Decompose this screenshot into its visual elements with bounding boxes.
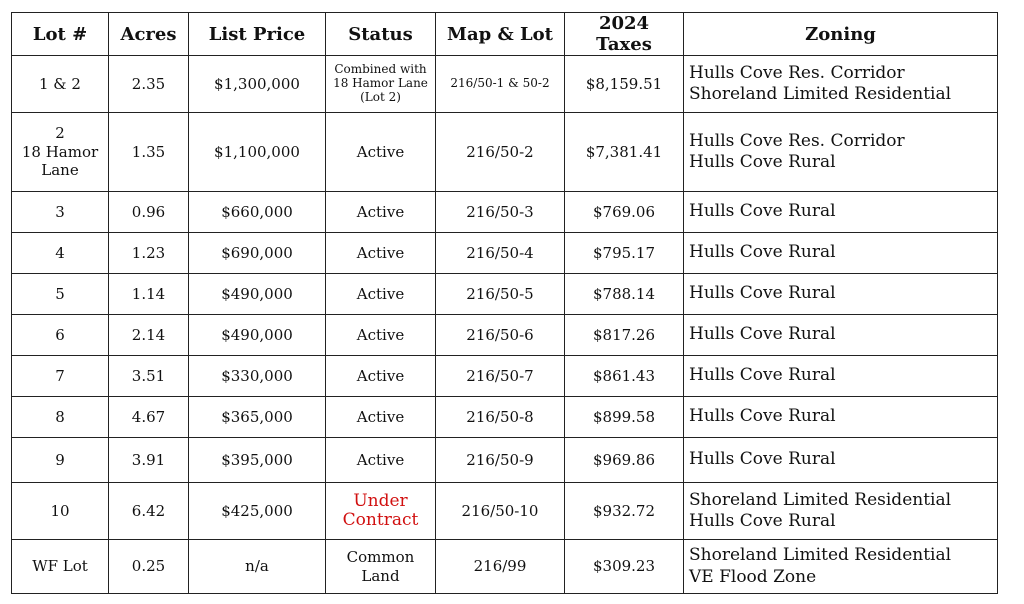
zoning-cell <box>684 315 998 356</box>
map-lot-cell: 216/50-8 <box>436 397 565 438</box>
zoning-text: Hulls Cove Rural <box>689 242 836 263</box>
table-row <box>12 397 998 438</box>
zoning-cell <box>684 483 998 540</box>
zoning-cell <box>684 356 998 397</box>
map-lot-cell: 216/50-7 <box>436 356 565 397</box>
taxes-cell: $8,159.51 <box>565 56 684 113</box>
acres-cell: 4.67 <box>109 397 189 438</box>
status-text: Active <box>356 407 405 426</box>
lot-cell <box>12 315 109 356</box>
status-cell <box>326 56 436 113</box>
taxes-cell: $932.72 <box>565 483 684 540</box>
status-text: 18 Hamor Lane <box>333 76 428 91</box>
status-cell <box>326 397 436 438</box>
status-text: Combined with <box>334 62 427 77</box>
header-zoning: Zoning <box>684 13 998 56</box>
taxes-cell: $7,381.41 <box>565 113 684 192</box>
zoning-text: Hulls Cove Rural <box>689 511 836 531</box>
zoning-text: Shoreland Limited Residential <box>689 489 952 510</box>
zoning-cell <box>684 438 998 483</box>
map-lot-cell: 216/50-3 <box>436 192 565 233</box>
header-list-price: List Price <box>189 13 326 56</box>
status-cell <box>326 438 436 483</box>
zoning-cell <box>684 192 998 233</box>
zoning-text: Hulls Cove Rural <box>689 406 836 427</box>
taxes-cell: $795.17 <box>565 233 684 274</box>
status-text: Common <box>346 547 415 566</box>
list-price-cell: $365,000 <box>189 397 326 438</box>
list-price-cell: $395,000 <box>189 438 326 483</box>
zoning-cell <box>684 274 998 315</box>
lot-number: 1 & 2 <box>39 74 81 93</box>
taxes-cell: $309.23 <box>565 540 684 594</box>
lot-number: Lane <box>41 161 79 180</box>
status-cell <box>326 540 436 594</box>
zoning-cell <box>684 113 998 192</box>
table-row <box>12 315 998 356</box>
zoning-text: Hulls Cove Res. Corridor <box>689 130 905 151</box>
table-row <box>12 483 998 540</box>
acres-cell: 0.25 <box>109 540 189 594</box>
zoning-text: VE Flood Zone <box>689 566 817 587</box>
list-price-cell: $1,100,000 <box>189 113 326 192</box>
acres-cell: 0.96 <box>109 192 189 233</box>
map-lot-cell: 216/50-5 <box>436 274 565 315</box>
lot-number: 8 <box>55 407 65 426</box>
acres-cell: 6.42 <box>109 483 189 540</box>
status-cell <box>326 233 436 274</box>
status-cell <box>326 356 436 397</box>
status-cell <box>326 315 436 356</box>
lot-number: 5 <box>55 284 65 303</box>
lot-cell <box>12 397 109 438</box>
taxes-cell: $861.43 <box>565 356 684 397</box>
list-price-cell: n/a <box>189 540 326 594</box>
zoning-text: Hulls Cove Rural <box>689 449 836 470</box>
table-row <box>12 274 998 315</box>
acres-cell: 2.14 <box>109 315 189 356</box>
lot-number: 9 <box>55 450 65 469</box>
status-text: Active <box>356 202 405 221</box>
map-lot-cell: 216/50-4 <box>436 233 565 274</box>
status-cell <box>326 274 436 315</box>
header-acres: Acres <box>109 13 189 56</box>
lot-cell <box>12 356 109 397</box>
status-text: (Lot 2) <box>360 89 401 104</box>
lots-table <box>11 12 998 594</box>
taxes-cell: $817.26 <box>565 315 684 356</box>
taxes-cell: $788.14 <box>565 274 684 315</box>
taxes-cell: $899.58 <box>565 397 684 438</box>
lot-cell <box>12 438 109 483</box>
status-cell <box>326 113 436 192</box>
lot-number: 7 <box>55 366 65 385</box>
zoning-cell <box>684 56 998 113</box>
status-text: Active <box>356 366 405 385</box>
status-text: Active <box>356 284 405 303</box>
zoning-cell <box>684 233 998 274</box>
table-row <box>12 192 998 233</box>
acres-cell: 3.51 <box>109 356 189 397</box>
acres-cell: 1.23 <box>109 233 189 274</box>
taxes-cell: $769.06 <box>565 192 684 233</box>
map-lot-cell: 216/50-1 & 50-2 <box>436 56 565 113</box>
header-lot: Lot # <box>12 13 109 56</box>
lot-number: 4 <box>55 243 65 262</box>
status-text: Active <box>356 142 405 161</box>
zoning-text: Shoreland Limited Residential <box>689 84 952 104</box>
list-price-cell: $1,300,000 <box>189 56 326 113</box>
status-cell <box>326 192 436 233</box>
map-lot-cell: 216/50-10 <box>436 483 565 540</box>
list-price-cell: $690,000 <box>189 233 326 274</box>
zoning-text: Hulls Cove Rural <box>689 324 836 345</box>
zoning-text: Shoreland Limited Residential <box>689 545 952 566</box>
header-status: Status <box>326 13 436 56</box>
lot-number: WF Lot <box>32 557 88 576</box>
lot-cell <box>12 56 109 113</box>
table-row <box>12 438 998 483</box>
table-row <box>12 56 998 113</box>
zoning-text: Hulls Cove Res. Corridor <box>689 62 905 83</box>
zoning-text: Hulls Cove Rural <box>689 283 836 304</box>
table-row <box>12 113 998 192</box>
lot-cell <box>12 540 109 594</box>
status-cell <box>326 483 436 540</box>
status-text: Active <box>356 450 405 469</box>
lot-cell <box>12 233 109 274</box>
lot-number: 18 Hamor <box>21 142 99 161</box>
taxes-cell: $969.86 <box>565 438 684 483</box>
list-price-cell: $330,000 <box>189 356 326 397</box>
map-lot-cell: 216/50-2 <box>436 113 565 192</box>
zoning-text: Hulls Cove Rural <box>689 201 836 222</box>
list-price-cell: $490,000 <box>189 274 326 315</box>
zoning-text: Hulls Cove Rural <box>689 152 836 172</box>
acres-cell: 1.35 <box>109 113 189 192</box>
zoning-cell <box>684 540 998 594</box>
table-row <box>12 540 998 594</box>
status-text: Active <box>356 243 405 262</box>
list-price-cell: $490,000 <box>189 315 326 356</box>
map-lot-cell: 216/99 <box>436 540 565 594</box>
lot-number: 2 <box>55 123 65 142</box>
acres-cell: 3.91 <box>109 438 189 483</box>
list-price-cell: $425,000 <box>189 483 326 540</box>
lot-cell <box>12 192 109 233</box>
map-lot-cell: 216/50-6 <box>436 315 565 356</box>
table-row <box>12 356 998 397</box>
lot-cell <box>12 274 109 315</box>
acres-cell: 2.35 <box>109 56 189 113</box>
status-text: Under <box>353 491 408 512</box>
lot-number: 3 <box>55 202 65 221</box>
map-lot-cell: 216/50-9 <box>436 438 565 483</box>
zoning-cell <box>684 397 998 438</box>
zoning-text: Hulls Cove Rural <box>689 365 836 386</box>
status-text: Active <box>356 325 405 344</box>
acres-cell: 1.14 <box>109 274 189 315</box>
status-text: Contract <box>342 510 419 530</box>
status-text: Land <box>361 566 400 585</box>
header-taxes: 2024 Taxes <box>565 13 684 56</box>
header-map-lot: Map & Lot <box>436 13 565 56</box>
table-row <box>12 233 998 274</box>
header-row <box>12 13 998 56</box>
lot-number: 6 <box>55 325 65 344</box>
lot-cell <box>12 483 109 540</box>
list-price-cell: $660,000 <box>189 192 326 233</box>
lot-cell <box>12 113 109 192</box>
lot-number: 10 <box>50 501 70 520</box>
